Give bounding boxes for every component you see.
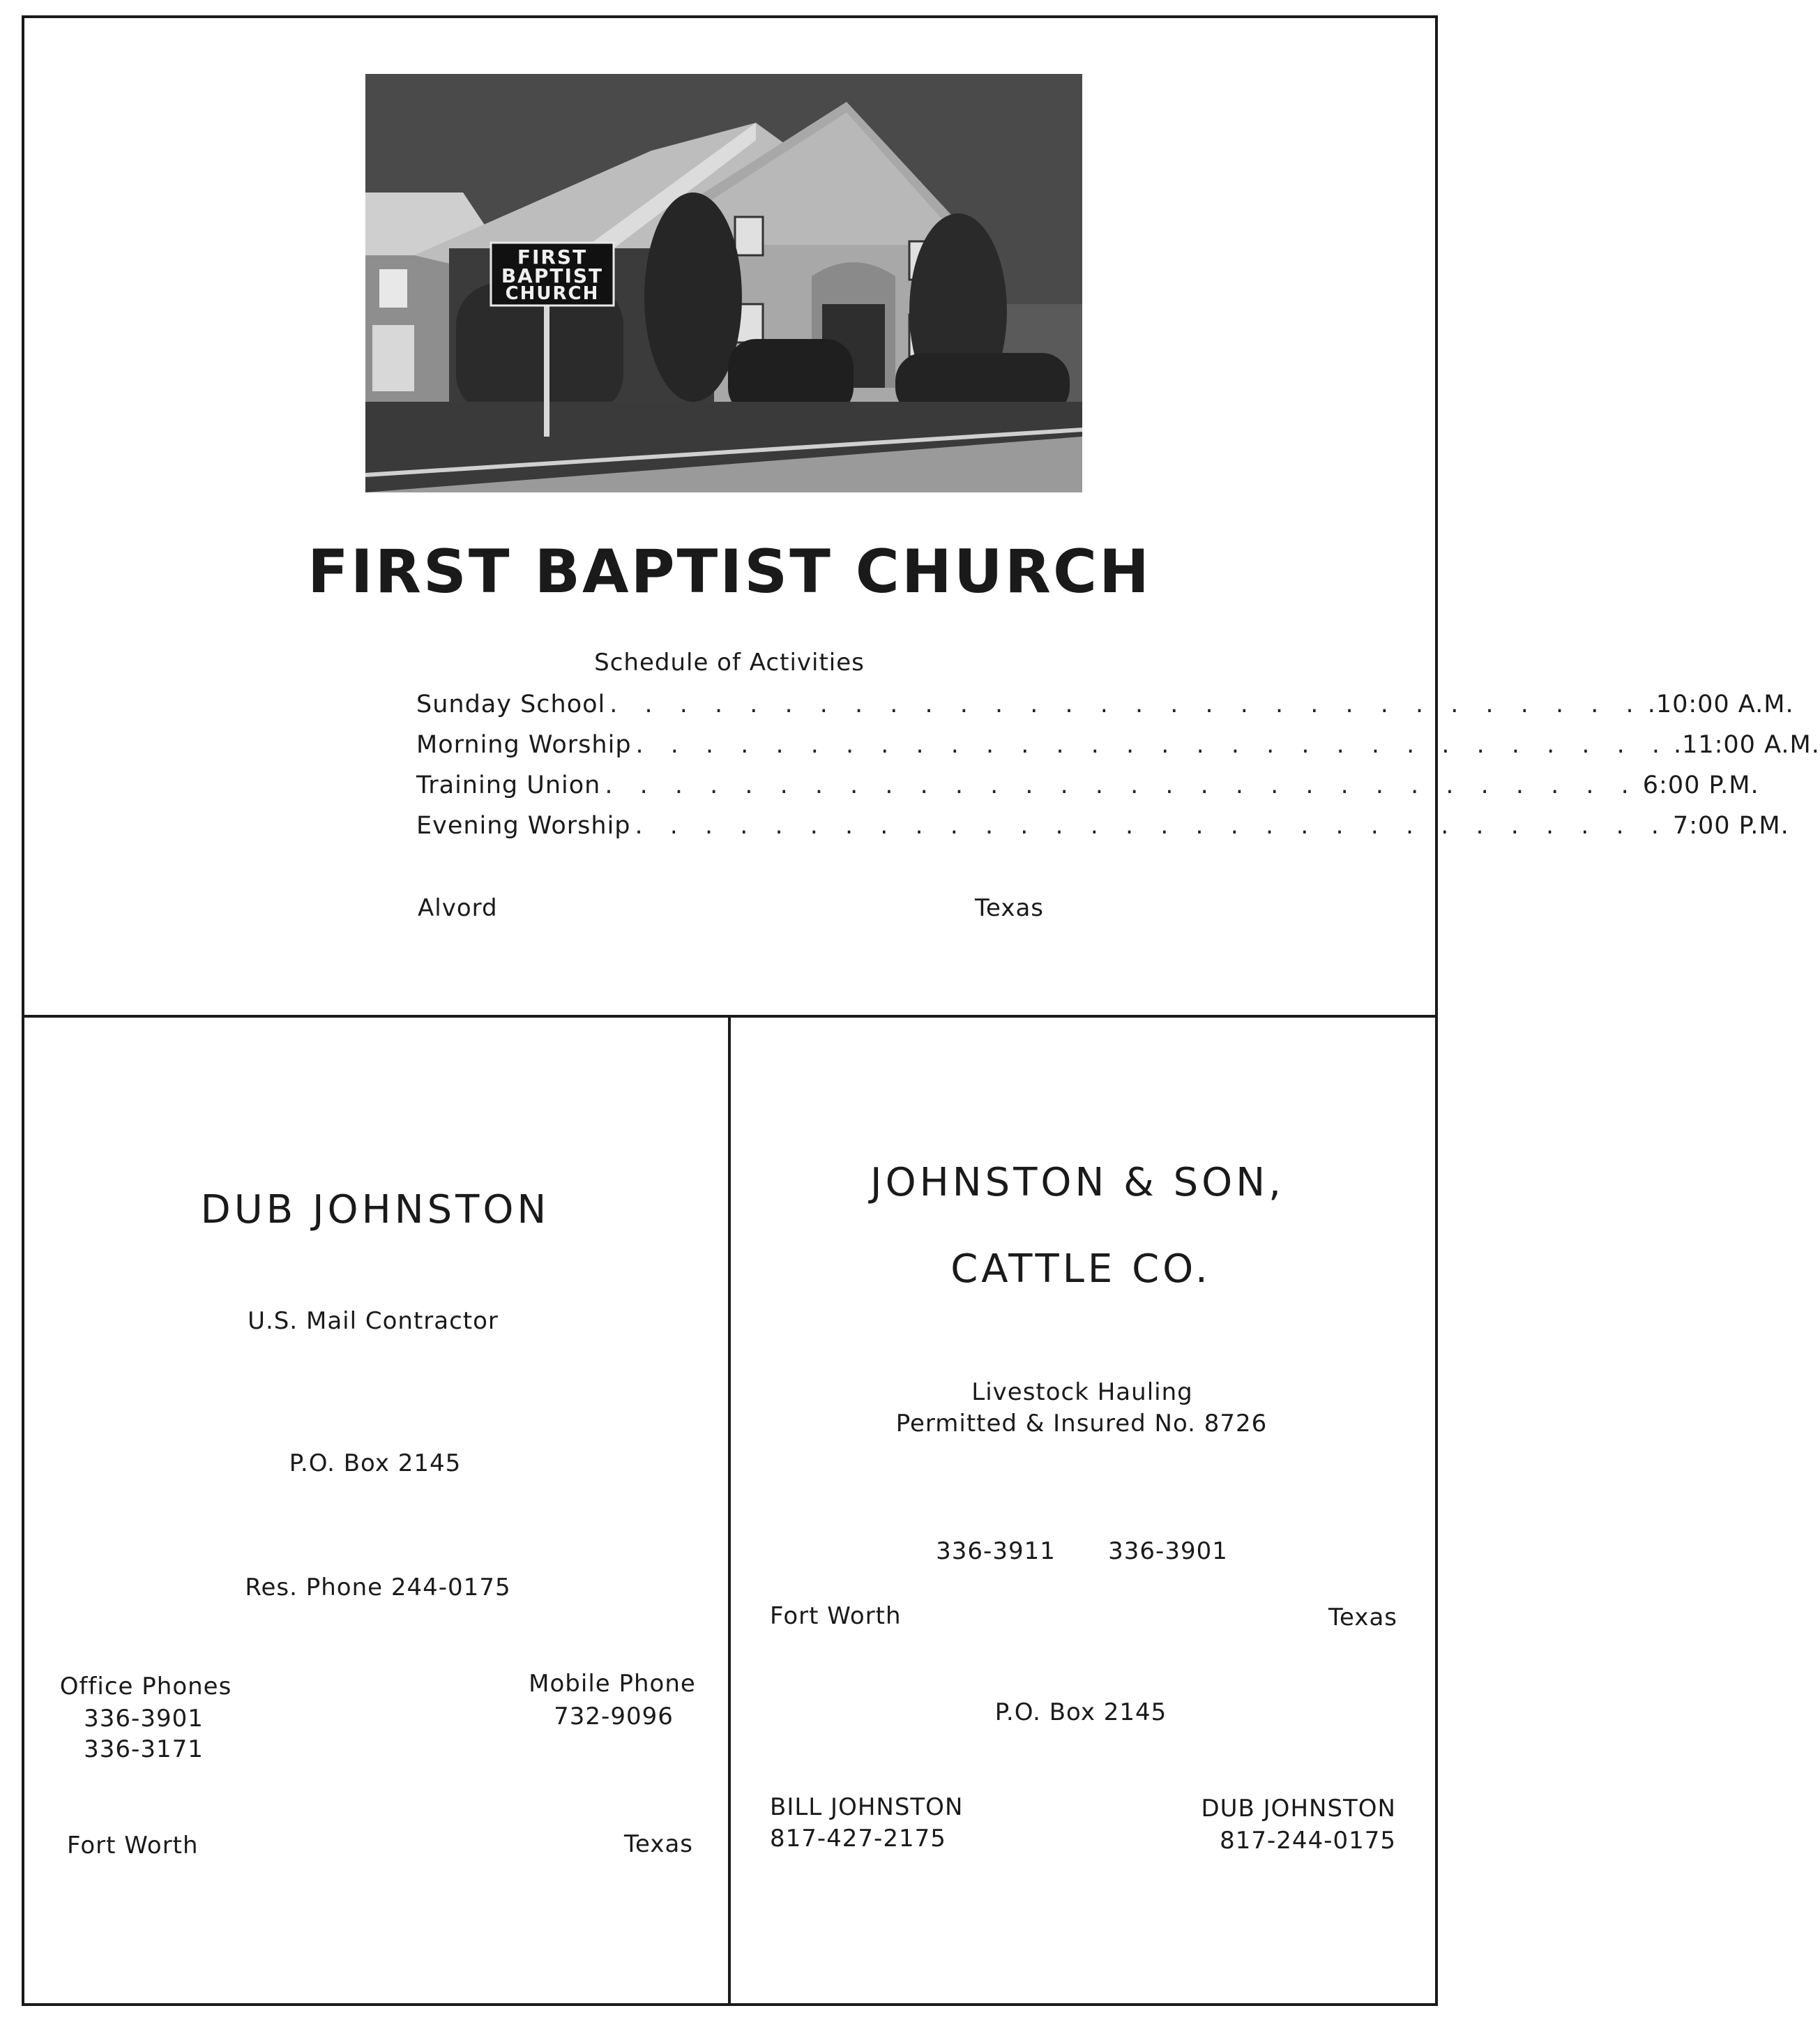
schedule-time: 6:00 P.M. xyxy=(1642,771,1759,799)
church-photo xyxy=(365,74,1082,492)
contact-name: BILL JOHNSTON xyxy=(770,1793,964,1821)
leader-dots: . . . . . . . . . . . . . . . . . . . . . . . . . . . . . . xyxy=(605,771,1639,799)
dub-role: U.S. Mail Contractor xyxy=(248,1307,499,1335)
leader-dots: . . . . . . . . . . . . . . . . . . . . . . . . . . . . . . xyxy=(635,812,1669,840)
dub-po-box: P.O. Box 2145 xyxy=(289,1449,462,1477)
contact-name: DUB JOHNSTON xyxy=(1201,1795,1396,1823)
dub-city: Fort Worth xyxy=(67,1832,199,1860)
schedule-label: Training Union xyxy=(416,771,601,799)
schedule-time: .11:00 A.M. xyxy=(1673,731,1820,759)
church-city: Alvord xyxy=(418,894,498,922)
sign-line-baptist: BAPTIST xyxy=(501,264,604,287)
dub-name: DUB JOHNSTON xyxy=(200,1187,550,1232)
mobile-phone-label: Mobile Phone xyxy=(529,1670,696,1698)
office-phone: 336-3901 xyxy=(84,1705,204,1733)
schedule-time: 7:00 P.M. xyxy=(1672,812,1789,840)
cattle-po-box: P.O. Box 2145 xyxy=(994,1698,1167,1726)
schedule-row xyxy=(416,731,1820,763)
office-phone: 336-3171 xyxy=(84,1735,204,1763)
cattle-city: Fort Worth xyxy=(770,1602,902,1630)
schedule-time: .10:00 A.M. xyxy=(1647,691,1794,718)
leader-dots: . . . . . . . . . . . . . . . . . . . . . . . . . . . . . . xyxy=(609,691,1644,718)
cattle-phone: 336-3911 xyxy=(936,1537,1056,1565)
schedule-row xyxy=(416,771,1759,804)
schedule-label: Sunday School xyxy=(416,691,606,718)
dub-res-phone: Res. Phone 244-0175 xyxy=(245,1574,511,1601)
cattle-service: Livestock Hauling xyxy=(971,1378,1193,1406)
schedule-row xyxy=(416,812,1789,844)
leader-dots: . . . . . . . . . . . . . . . . . . . . . . . . . . . . . . xyxy=(635,731,1669,759)
sign-line-church: CHURCH xyxy=(505,283,600,304)
church-state: Texas xyxy=(975,894,1044,922)
cattle-phone: 336-3901 xyxy=(1108,1537,1228,1565)
schedule-row xyxy=(416,691,1794,723)
schedule-heading: Schedule of Activities xyxy=(594,649,865,677)
cattle-state: Texas xyxy=(1328,1604,1397,1631)
cattle-name-line1: JOHNSTON & SON, xyxy=(870,1160,1284,1205)
contact-phone: 817-244-0175 xyxy=(1220,1827,1396,1855)
schedule-label: Evening Worship xyxy=(416,812,631,840)
cattle-name-line2: CATTLE CO. xyxy=(950,1246,1211,1292)
contact-phone: 817-427-2175 xyxy=(770,1825,946,1853)
mobile-phone: 732-9096 xyxy=(554,1703,674,1730)
schedule-label: Morning Worship xyxy=(416,731,632,759)
church-title: FIRST BAPTIST CHURCH xyxy=(307,537,1152,607)
sign-line-first: FIRST xyxy=(517,246,588,269)
cattle-permit: Permitted & Insured No. 8726 xyxy=(895,1410,1268,1438)
office-phones-label: Office Phones xyxy=(59,1673,232,1700)
dub-state: Texas xyxy=(624,1830,693,1858)
